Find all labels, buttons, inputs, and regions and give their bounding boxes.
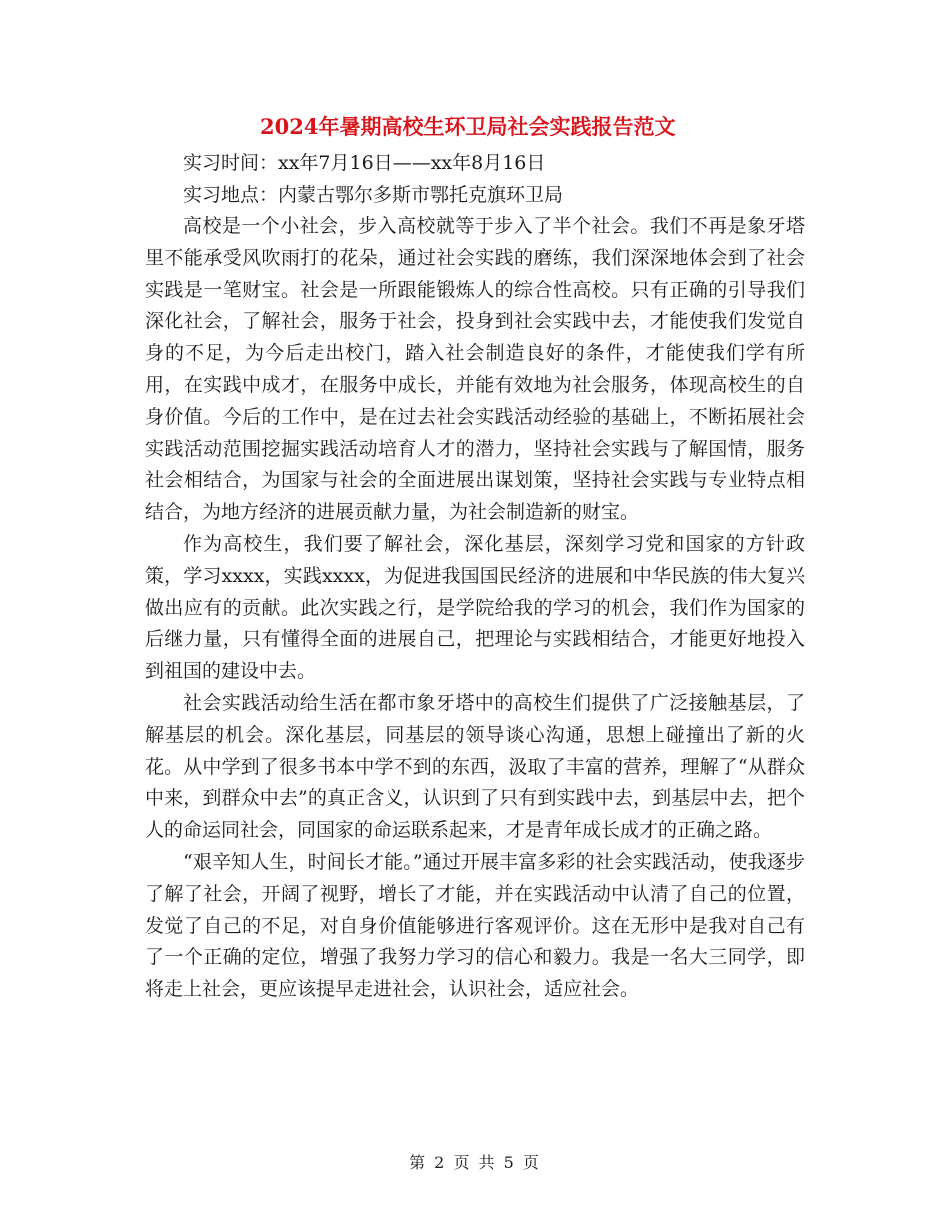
paragraph-3: 社会实践活动给生活在都市象牙塔中的高校生们提供了广泛接触基层，了解基层的机会。深化基层，同基层的领导谈心沟通，思想上碰撞出了新的火花。从中学到了很多书本中学不到的东西，汲取了丰富的营养，理解了“从群众中来，到群众中去”的真正含义，认识到了只有到实践中去，到基层中去，把个人的命运同社会，同国家的命运联系起来，才是青年成长成才的正确之路。	[145, 691, 805, 842]
paragraph-2: 作为高校生，我们要了解社会，深化基层，深刻学习党和国家的方针政策，学习xxxx，实践xxxx，为促进我国国民经济的进展和中华民族的伟大复兴做出应有的贡献。此次实践之行，是学院给我的学习的机会，我们作为国家的后继力量，只有懂得全面的进展自己，把理论与实践相结合，才能更好地投入到祖国的建设中去。	[145, 532, 805, 683]
internship-place: 实习地点：内蒙古鄂尔多斯市鄂托克旗环卫局	[183, 183, 564, 206]
document-title: 2024年暑期高校生环卫局社会实践报告范文	[260, 114, 676, 139]
paragraph-1: 高校是一个小社会，步入高校就等于步入了半个社会。我们不再是象牙塔里不能承受风吹雨打的花朵，通过社会实践的磨练，我们深深地体会到了社会实践是一笔财宝。社会是一所跟能锻炼人的综合性高校。只有正确的引导我们深化社会，了解社会，服务于社会，投身到社会实践中去，才能使我们发觉自身的不足，为今后走出校门，踏入社会制造良好的条件，才能使我们学有所用，在实践中成才，在服务中成长，并能有效地为社会服务，体现高校生的自身价值。今后的工作中，是在过去社会实践活动经验的基础上，不断拓展社会实践活动范围挖掘实践活动培育人才的潜力，坚持社会实践与了解国情，服务社会相结合，为国家与社会的全面进展出谋划策，坚持社会实践与专业特点相结合，为地方经济的进展贡献力量，为社会制造新的财宝。	[145, 215, 805, 524]
paragraph-4: “艰辛知人生，时间长才能。”通过开展丰富多彩的社会实践活动，使我逐步了解了社会，开阔了视野，增长了才能，并在实践活动中认清了自己的位置，发觉了自己的不足，对自身价值能够进行客观评价。这在无形中是我对自己有了一个正确的定位，增强了我努力学习的信心和毅力。我是一名大三同学，即将走上社会，更应该提早走进社会，认识社会，适应社会。	[145, 850, 805, 1001]
internship-time: 实习时间：xx年7月16日——xx年8月16日	[183, 152, 546, 174]
document-page	[145, 112, 805, 1006]
page-footer: 第 2 页 共 5 页	[409, 1153, 541, 1172]
